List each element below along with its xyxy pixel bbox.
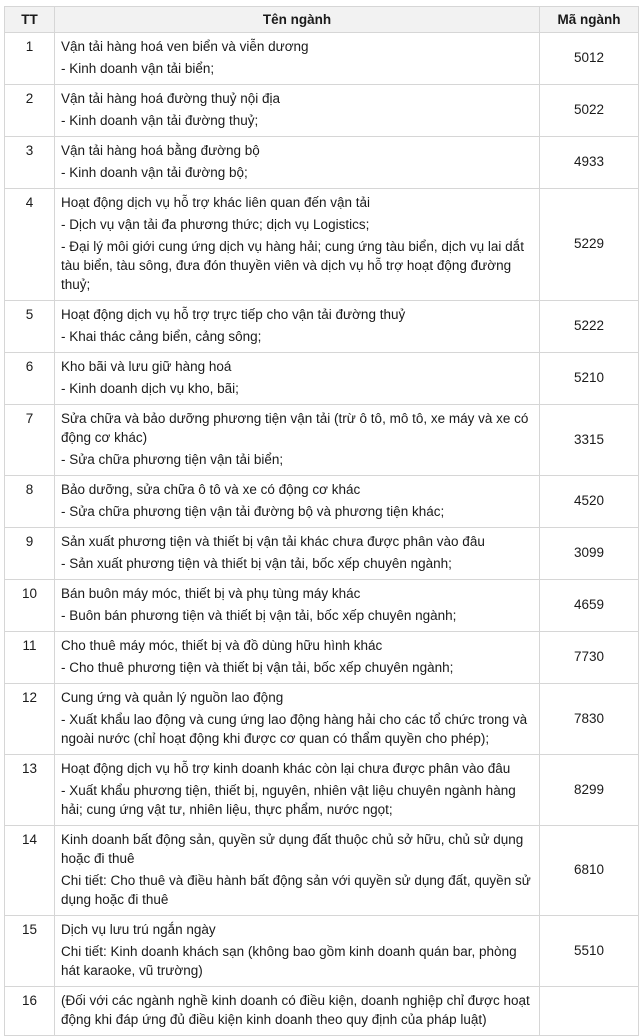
industry-code: 7730 (540, 632, 639, 684)
industry-name (55, 916, 540, 987)
industry-name (55, 137, 540, 189)
industry-name (55, 528, 540, 580)
row-number: 1 (5, 33, 55, 85)
industry-name (55, 476, 540, 528)
industry-detail: Chi tiết: Cho thuê và điều hành bất động sản với quyền sử dụng đất, quyền sử dụng hoặc đi thuê (61, 873, 531, 907)
row-number: 9 (5, 528, 55, 580)
row-number: 11 (5, 632, 55, 684)
industry-code: 6810 (540, 826, 639, 916)
table-row (5, 85, 639, 137)
table-row (5, 755, 639, 826)
industry-title: Vận tải hàng hoá ven biển và viễn dương (61, 39, 309, 54)
industry-code: 7830 (540, 684, 639, 755)
industry-detail: - Sửa chữa phương tiện vận tải biển; (61, 452, 284, 467)
industry-name (55, 826, 540, 916)
industry-code: 5222 (540, 301, 639, 353)
row-number: 12 (5, 684, 55, 755)
table-row (5, 33, 639, 85)
table-row (5, 189, 639, 301)
industry-title: Bán buôn máy móc, thiết bị và phụ tùng máy khác (61, 586, 361, 601)
business-lines-table (4, 6, 639, 1036)
industry-detail: - Xuất khẩu phương tiện, thiết bị, nguyên, nhiên vật liệu chuyên ngành hàng hải; cung ứng vật tư, nhiên liệu, thực phẩm, nước ngọt; (61, 783, 516, 817)
industry-detail: - Kinh doanh vận tải đường thuỷ; (61, 113, 259, 128)
table-row (5, 301, 639, 353)
industry-code: 3315 (540, 405, 639, 476)
table-row (5, 528, 639, 580)
table-row (5, 137, 639, 189)
industry-title: Kho bãi và lưu giữ hàng hoá (61, 359, 232, 374)
industry-name (55, 189, 540, 301)
table-row (5, 684, 639, 755)
table-header (5, 7, 639, 33)
row-number: 8 (5, 476, 55, 528)
industry-name (55, 580, 540, 632)
industry-title: Dịch vụ lưu trú ngắn ngày (61, 922, 216, 937)
table-row (5, 580, 639, 632)
industry-code: 3099 (540, 528, 639, 580)
header-row (5, 7, 639, 33)
industry-detail: - Kinh doanh vận tải biển; (61, 61, 215, 76)
row-number: 16 (5, 987, 55, 1036)
industry-detail: - Sửa chữa phương tiện vận tải đường bộ và phương tiện khác; (61, 504, 445, 519)
industry-detail: - Buôn bán phương tiện và thiết bị vận tải, bốc xếp chuyên ngành; (61, 608, 457, 623)
table-body (5, 33, 639, 1036)
industry-detail: - Cho thuê phương tiện và thiết bị vận tải, bốc xếp chuyên ngành; (61, 660, 454, 675)
industry-name (55, 353, 540, 405)
table-row (5, 476, 639, 528)
industry-detail: - Dịch vụ vận tải đa phương thức; dịch vụ Logistics; (61, 217, 370, 232)
industry-title: Sửa chữa và bảo dưỡng phương tiện vận tải (trừ ô tô, mô tô, xe máy và xe có động cơ khác) (61, 411, 529, 445)
industry-title: Cho thuê máy móc, thiết bị và đồ dùng hữu hình khác (61, 638, 383, 653)
row-number: 13 (5, 755, 55, 826)
industry-title: Hoạt động dịch vụ hỗ trợ trực tiếp cho vận tải đường thuỷ (61, 307, 406, 322)
industry-code: 4933 (540, 137, 639, 189)
industry-title: Vận tải hàng hoá đường thuỷ nội địa (61, 91, 281, 106)
industry-detail: - Sản xuất phương tiện và thiết bị vận tải, bốc xếp chuyên ngành; (61, 556, 452, 571)
table-row (5, 353, 639, 405)
industry-code: 4659 (540, 580, 639, 632)
header-code: Mã ngành (540, 7, 639, 33)
row-number: 10 (5, 580, 55, 632)
industry-detail: - Xuất khẩu lao động và cung ứng lao động hàng hải cho các tổ chức trong và ngoài nước (chỉ hoạt động khi được cơ quan có thẩm quyền cho phép); (61, 712, 528, 746)
row-number: 14 (5, 826, 55, 916)
industry-name (55, 755, 540, 826)
table-row (5, 916, 639, 987)
industry-code (540, 987, 639, 1036)
header-tt: TT (5, 7, 55, 33)
industry-detail: - Kinh doanh vận tải đường bộ; (61, 165, 248, 180)
industry-code: 4520 (540, 476, 639, 528)
industry-title: Hoạt động dịch vụ hỗ trợ kinh doanh khác còn lại chưa được phân vào đâu (61, 761, 511, 776)
industry-code: 8299 (540, 755, 639, 826)
industry-title: Bảo dưỡng, sửa chữa ô tô và xe có động cơ khác (61, 482, 361, 497)
table-row (5, 632, 639, 684)
industry-name (55, 632, 540, 684)
industry-name (55, 85, 540, 137)
industry-detail: Chi tiết: Kinh doanh khách sạn (không bao gồm kinh doanh quán bar, phòng hát karaoke, vũ trường) (61, 944, 517, 978)
table-row (5, 405, 639, 476)
row-number: 2 (5, 85, 55, 137)
industry-name (55, 987, 540, 1036)
table-row (5, 826, 639, 916)
industry-title: Hoạt động dịch vụ hỗ trợ khác liên quan đến vận tải (61, 195, 371, 210)
industry-title: Kinh doanh bất động sản, quyền sử dụng đất thuộc chủ sở hữu, chủ sử dụng hoặc đi thuê (61, 832, 524, 866)
industry-code: 5229 (540, 189, 639, 301)
industry-title: Cung ứng và quản lý nguồn lao động (61, 690, 284, 705)
industry-title: Vận tải hàng hoá bằng đường bộ (61, 143, 260, 158)
industry-code: 5012 (540, 33, 639, 85)
industry-detail: - Kinh doanh dịch vụ kho, bãi; (61, 381, 239, 396)
table-row (5, 987, 639, 1036)
header-name: Tên ngành (55, 7, 540, 33)
row-number: 7 (5, 405, 55, 476)
row-number: 15 (5, 916, 55, 987)
industry-name (55, 33, 540, 85)
row-number: 5 (5, 301, 55, 353)
industry-title: Sản xuất phương tiện và thiết bị vận tải khác chưa được phân vào đâu (61, 534, 485, 549)
industry-name (55, 684, 540, 755)
industry-title: (Đối với các ngành nghề kinh doanh có điều kiện, doanh nghiệp chỉ được hoạt động khi đáp ứng đủ điều kiện kinh doanh theo quy định của pháp luật) (61, 993, 530, 1027)
row-number: 6 (5, 353, 55, 405)
industry-name (55, 405, 540, 476)
row-number: 4 (5, 189, 55, 301)
industry-detail: - Khai thác cảng biển, cảng sông; (61, 329, 262, 344)
industry-code: 5210 (540, 353, 639, 405)
industry-detail: - Đại lý môi giới cung ứng dịch vụ hàng hải; cung ứng tàu biển, dịch vụ lai dắt tàu biển, tàu sông, đưa đón thuyền viên và dịch vụ hỗ trợ hoạt động đường thuỷ; (61, 239, 524, 292)
industry-name (55, 301, 540, 353)
industry-code: 5022 (540, 85, 639, 137)
row-number: 3 (5, 137, 55, 189)
industry-code: 5510 (540, 916, 639, 987)
